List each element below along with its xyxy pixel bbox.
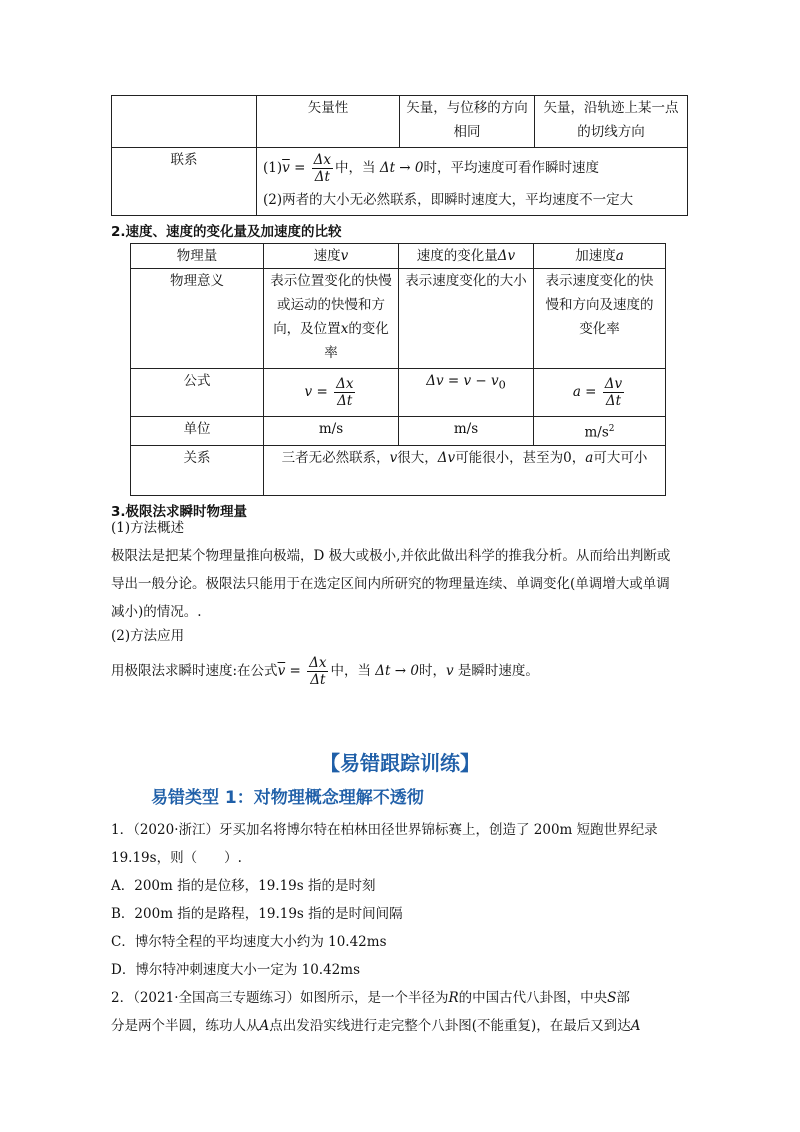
velocity-comparison-table xyxy=(130,243,666,496)
header-velocity: 速度v xyxy=(264,244,399,269)
table1-r1-c1 xyxy=(112,96,257,148)
q1-option-d: D．博尔特冲刺速度大小一定为 10.42ms xyxy=(111,962,360,978)
q2-line2: 分是两个半圆，练功人从A点出发沿实线进行走完整个八卦图(不能重复)，在最后又到达A xyxy=(111,1018,641,1034)
method-overview-heading: (1)方法概述 xyxy=(111,520,185,536)
method-overview-text: 极限法是把某个物理量推向极端，D 极大或极小,并依此做出科学的推我分析。从而给出判断或导出一般分论。极限法只能用于在选定区间内所研究的物理量连续、单调变化(单调增大或单调减小)的情况。. xyxy=(111,548,671,620)
unit-acceleration: $m/s^2$ xyxy=(534,417,666,446)
relation-line-1: $(1)\overline{v}$ = $\frac{\Delta x}{\Delta t}$ 中，当 Δt → 0时，平均速度可看作瞬时速度 xyxy=(263,152,600,185)
table1-r1-c3: 矢量，与位移的方向相同 xyxy=(400,96,535,148)
relation-label: 关系 xyxy=(131,445,264,495)
q1-stem-line1: 1．（2020·浙江）牙买加名将博尔特在柏林田径世界锦标赛上，创造了 200m 短跑世界纪录 xyxy=(111,822,658,838)
table1-r2-label: 联系 xyxy=(112,148,257,216)
method-application-text: 用极限法求瞬时速度:在公式$\overline{v}$ = $\frac{\Delta x}{\Delta t}$ 中，当 Δt → 0时，v 是瞬时速度。 xyxy=(111,655,539,688)
unit-velocity-change: m/s xyxy=(399,417,534,446)
relation-line-2: (2)两者的大小无必然联系，即瞬时速度大，平均速度不一定大 xyxy=(263,192,634,208)
error-type-title: 易错类型 1：对物理概念理解不透彻 xyxy=(151,788,424,808)
comparison-table-continued xyxy=(111,95,688,216)
meaning-acceleration: 表示速度变化的快慢和方向及速度的变化率 xyxy=(534,269,666,369)
formula-velocity: v = $\frac{\Delta x}{\Delta t}$ xyxy=(264,369,399,417)
fraction-dx-dt: $\frac{\Delta x}{\Delta t}$ xyxy=(313,152,332,185)
section-2-heading: 2.速度、速度的变化量及加速度的比较 xyxy=(111,224,342,240)
unit-label: 单位 xyxy=(131,417,264,446)
method-application-heading: (2)方法应用 xyxy=(111,628,185,644)
q1-option-c: C．博尔特全程的平均速度大小约为 10.42ms xyxy=(111,934,387,950)
relation-content: 三者无必然联系，v很大，Δv可能很小，甚至为0，a可大可小 xyxy=(264,445,666,495)
section-3-heading: 3.极限法求瞬时物理量 xyxy=(111,504,248,520)
meaning-velocity: 表示位置变化的快慢或运动的快慢和方向，及位置x的变化率 xyxy=(264,269,399,369)
q1-option-b: B．200m 指的是路程，19.19s 指的是时间间隔 xyxy=(111,906,403,922)
training-title: 【易错跟踪训练】 xyxy=(320,751,480,775)
formula-acceleration: a = $\frac{\Delta v}{\Delta t}$ xyxy=(534,369,666,417)
header-quantity: 物理量 xyxy=(131,244,264,269)
q1-stem-line2: 19.19s，则（ ）. xyxy=(111,850,242,866)
meaning-label: 物理意义 xyxy=(131,269,264,369)
formula-label: 公式 xyxy=(131,369,264,417)
table1-r1-c2: 矢量性 xyxy=(257,96,400,148)
q1-option-a: A．200m 指的是位移，19.19s 指的是时刻 xyxy=(111,878,376,894)
header-acceleration: 加速度a xyxy=(534,244,666,269)
meaning-velocity-change: 表示速度变化的大小 xyxy=(399,269,534,369)
table1-r1-c4: 矢量，沿轨迹上某一点的切线方向 xyxy=(535,96,688,148)
formula-velocity-change: $\Delta v = v - v_0$ xyxy=(399,369,534,417)
unit-velocity: m/s xyxy=(264,417,399,446)
table1-r2-content xyxy=(257,148,688,216)
q2-line1: 2．（2021·全国高三专题练习）如图所示，是一个半径为R的中国古代八卦图，中央S部 xyxy=(111,990,630,1006)
header-velocity-change: 速度的变化量Δv xyxy=(399,244,534,269)
